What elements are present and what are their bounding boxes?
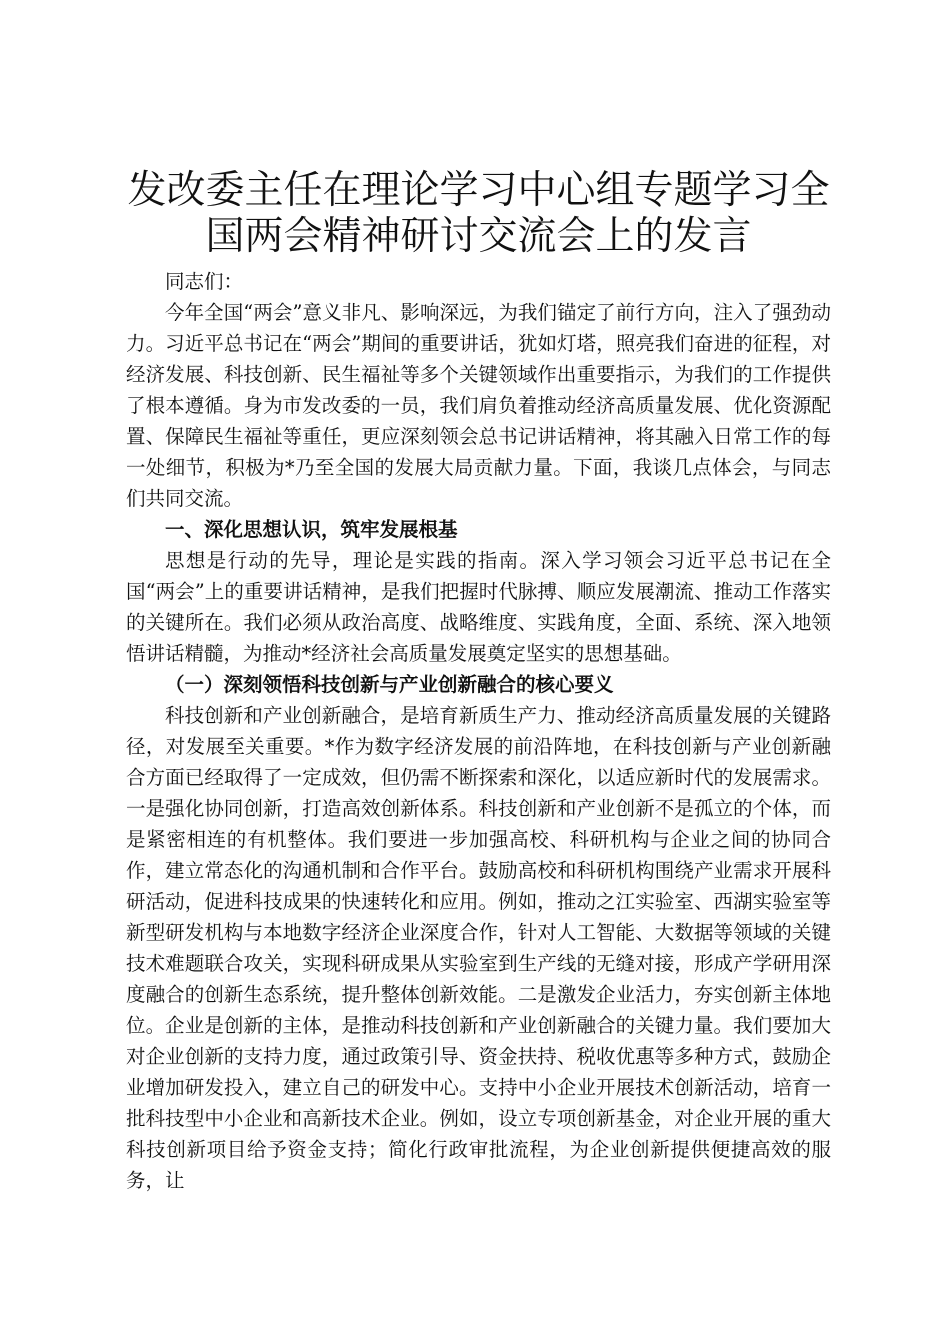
subsection-heading-1-1: （一）深刻领悟科技创新与产业创新融合的核心要义 bbox=[165, 673, 614, 696]
document-title: 发改委主任在理论学习中心组专题学习全国两会精神研讨交流会上的发言 bbox=[127, 168, 830, 259]
section-1-paragraph: 思想是行动的先导，理论是实践的指南。深入学习领会习近平总书记在全国“两会”上的重要讲话精神，是我们把握时代脉搏、顺应发展潮流、推动工作落实的关键所在。我们必须从政治高度、战略维度、实践角度，全面、系统、深入地领悟讲话精髓，为推动*经济社会高质量发展奠定坚实的思想基础。 bbox=[126, 549, 831, 665]
document-body bbox=[126, 168, 831, 1196]
section-heading-1: 一、深化思想认识，筑牢发展根基 bbox=[165, 518, 458, 541]
subsection-1-1-paragraph: 科技创新和产业创新融合，是培育新质生产力、推动经济高质量发展的关键路径，对发展至关重要。*作为数字经济发展的前沿阵地，在科技创新与产业创新融合方面已经取得了一定成效，但仍需不断探索和深化，以适应新时代的发展需求。一是强化协同创新，打造高效创新体系。科技创新和产业创新不是孤立的个体，而是紧密相连的有机整体。我们要进一步加强高校、科研机构与企业之间的协同合作，建立常态化的沟通机制和合作平台。鼓励高校和科研机构围绕产业需求开展科研活动，促进科技成果的快速转化和应用。例如，推动之江实验室、西湖实验室等新型研发机构与本地数字经济企业深度合作，针对人工智能、大数据等领域的关键技术难题联合攻关，实现科研成果从实验室到生产线的无缝对接，形成产学研用深度融合的创新生态系统，提升整体创新效能。二是激发企业活力，夯实创新主体地位。企业是创新的主体，是推动科技创新和产业创新融合的关键力量。我们要加大对企业创新的支持力度，通过政策引导、资金扶持、税收优惠等多种方式，鼓励企业增加研发投入，建立自己的研发中心。支持中小企业开展技术创新活动，培育一批科技型中小企业和高新技术企业。例如，设立专项创新基金，对企业开展的重大科技创新项目给予资金支持；简化行政审批流程，为企业创新提供便捷高效的服务，让 bbox=[126, 704, 831, 1192]
salutation: 同志们： bbox=[165, 270, 244, 293]
intro-paragraph: 今年全国“两会”意义非凡、影响深远，为我们锚定了前行方向，注入了强劲动力。习近平总书记在“两会”期间的重要讲话，犹如灯塔，照亮我们奋进的征程，对经济发展、科技创新、民生福祉等多个关键领域作出重要指示，为我们的工作提供了根本遵循。身为市发改委的一员，我们肩负着推动经济高质量发展、优化资源配置、保障民生福祉等重任，更应深刻领会总书记讲话精神，将其融入日常工作的每一处细节，积极为*乃至全国的发展大局贡献力量。下面，我谈几点体会，与同志们共同交流。 bbox=[126, 301, 831, 510]
